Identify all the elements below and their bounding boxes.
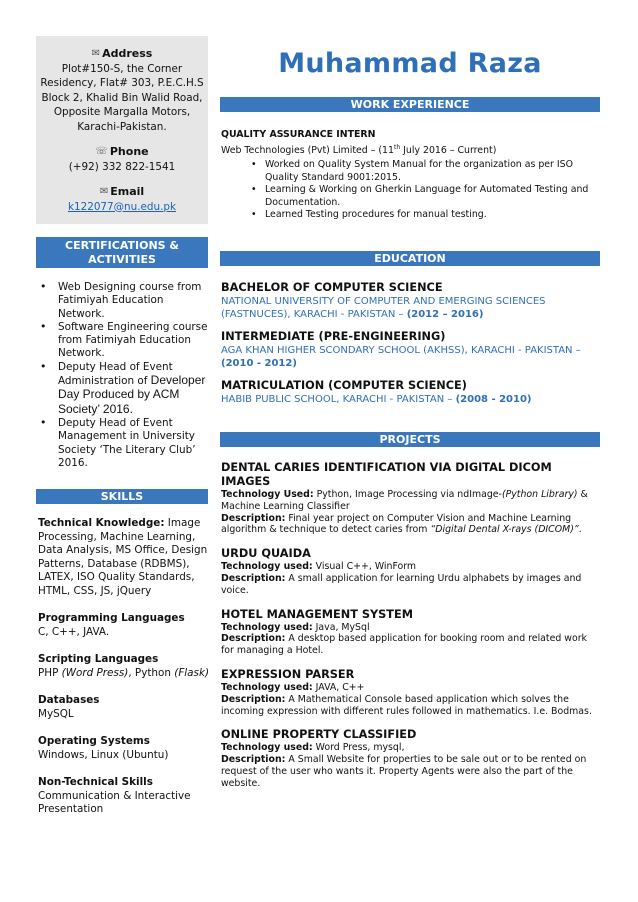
- project-technology: [221, 682, 601, 694]
- project-description-text: A small application for learning Urdu alphabets by images and voice.: [221, 572, 582, 596]
- education-section: [221, 281, 601, 415]
- list-item-text: Developer Day Produced: [58, 373, 206, 402]
- project-technology-text: Word Press, mysql,: [312, 742, 405, 754]
- skill-text: Communication & Interactive Presentation: [38, 789, 191, 815]
- education-item: [221, 379, 601, 406]
- candidate-name: Muhammad Raza: [278, 48, 542, 79]
- skill-text-part: PHP: [38, 666, 62, 679]
- work-experience-section: [221, 129, 601, 222]
- certifications-heading-line2: ACTIVITIES: [88, 253, 156, 266]
- address-line: Karachi-Pakistan.: [77, 120, 167, 133]
- project-item: [221, 668, 601, 717]
- skills-section: [38, 517, 210, 831]
- education-heading: EDUCATION: [220, 251, 600, 266]
- list-item: • Learning & Working on Gherkin Language for Automated Testing and Documentation.: [221, 184, 601, 209]
- skill-title: Operating Systems: [38, 735, 150, 747]
- skill-text: [38, 667, 210, 681]
- skill-os: [38, 735, 210, 762]
- phone-label: Phone: [109, 145, 149, 158]
- education-institution-text: HABIB PUBLIC SCHOOL, KARACHI - PAKISTAN –: [221, 394, 456, 405]
- project-item: [221, 608, 601, 657]
- project-description-label: Description:: [221, 633, 286, 645]
- job-bullets: [221, 159, 601, 222]
- project-description-text: A Small Website for properties to be sale out or to be rented on request of the user who wants it. Property Agents were also the part of the website.: [221, 754, 587, 789]
- skill-text-part: (Flask): [174, 666, 210, 679]
- phone-block: [36, 144, 208, 174]
- project-title: ONLINE PROPERTY CLASSIFIED: [221, 728, 417, 742]
- list-item: • Software Engineering course from Fatimiyah Education Network.: [40, 321, 210, 361]
- skill-title: Technical Knowledge:: [38, 517, 165, 529]
- education-institution: [221, 295, 601, 321]
- skill-nontech: [38, 776, 210, 817]
- skill-title: Databases: [38, 694, 100, 706]
- education-item: [221, 330, 601, 370]
- project-description-text: A Mathematical Console based application which solves the incoming expression with different rules followed in mathematics. I.e. Bodmas.: [221, 693, 592, 717]
- project-technology-label: Technology used:: [221, 561, 313, 573]
- project-technology-text: JAVA, C++: [312, 681, 365, 693]
- project-technology-label: Technology used:: [221, 681, 313, 693]
- email-heading: [100, 185, 144, 200]
- project-technology-label: Technology Used:: [221, 489, 314, 500]
- project-item: [221, 728, 601, 789]
- work-experience-heading: WORK EXPERIENCE: [220, 97, 600, 112]
- job-company: [221, 142, 601, 158]
- project-description-label: Description:: [221, 754, 286, 766]
- education-title: MATRICULATION (COMPUTER SCIENCE): [221, 379, 467, 392]
- education-title: INTERMEDIATE (PRE-ENGINEERING): [221, 330, 446, 343]
- project-item: [221, 461, 601, 536]
- project-technology: [221, 742, 601, 754]
- project-description-label: Description:: [221, 572, 286, 584]
- list-item-text: by ACM Society’ 2016.: [58, 387, 180, 416]
- list-item: • Web Designing course from Fatimiyah Education Network.: [40, 281, 210, 321]
- skill-text: C, C++, JAVA.: [38, 625, 110, 638]
- address-line: Opposite Margalla Motors,: [53, 106, 191, 118]
- email-link[interactable]: k122077@nu.edu.pk: [67, 200, 177, 213]
- project-description-text: .: [578, 524, 582, 536]
- project-title: URDU QUAIDA: [221, 547, 311, 561]
- address-line: Block 2, Khalid Bin Walid Road,: [41, 91, 203, 104]
- email-label: Email: [110, 185, 145, 198]
- project-technology-text: & Machine Learning Classifier: [221, 489, 588, 512]
- project-technology: [221, 622, 601, 634]
- email-block: [36, 184, 208, 214]
- phone-icon: ☏: [95, 146, 108, 157]
- skill-text-part: (Word Press): [61, 666, 129, 679]
- job-company-text: July 2016 – Current): [400, 144, 497, 156]
- education-years: (2012 – 2016): [406, 309, 484, 320]
- list-item: • Learned Testing procedures for manual testing.: [221, 209, 601, 222]
- project-description: [221, 633, 601, 657]
- project-technology-text: Java, MySql: [312, 621, 370, 633]
- skill-title: Programming Languages: [38, 612, 185, 624]
- projects-section: [221, 461, 601, 801]
- project-technology-label: Technology used:: [221, 742, 313, 754]
- address-label: Address: [102, 47, 153, 60]
- certifications-list: [40, 281, 210, 470]
- skill-title: Non-Technical Skills: [38, 776, 153, 788]
- address-line: Residency, Flat# 303, P.E.C.H.S: [40, 77, 204, 89]
- project-description: [221, 694, 601, 718]
- project-title: EXPRESSION PARSER: [221, 667, 355, 681]
- project-description-label: Description:: [221, 693, 286, 705]
- list-item: • Worked on Quality System Manual for the organization as per ISO Quality Standard 9001:2015.: [221, 159, 601, 184]
- project-technology: [221, 489, 601, 513]
- phone-number: (+92) 332 822-1541: [68, 160, 176, 173]
- project-description-text: “Digital Dental X-rays (DICOM)”: [430, 524, 579, 536]
- education-item: [221, 281, 601, 321]
- skill-text: MySQL: [38, 707, 74, 720]
- list-item-text: Deputy Head of Event Administration of: [58, 360, 173, 388]
- job-role: QUALITY ASSURANCE INTERN: [221, 129, 376, 140]
- education-institution: [221, 393, 601, 406]
- project-description-label: Description:: [221, 512, 286, 524]
- project-description: [221, 573, 601, 597]
- project-description-text: Final year project on Computer Vision and Machine Learning algorithm & technique to detect caries from: [221, 512, 572, 536]
- project-description: [221, 513, 601, 537]
- education-institution-text: AGA KHAN HIGHER SCONDARY SCHOOL (AKHSS), KARACHI - PAKISTAN –: [221, 345, 581, 356]
- project-technology-text: (Python Library): [501, 489, 578, 500]
- job-company-text: Web Technologies (Pvt) Limited – (11: [221, 144, 394, 156]
- envelope-icon: ✉: [91, 48, 101, 59]
- project-technology-text: Python, Image Processing via ndImage-: [313, 489, 502, 500]
- project-description-text: A desktop based application for booking room and related work for managing a Hotel.: [221, 633, 587, 657]
- project-item: [221, 547, 601, 596]
- phone-heading: [95, 145, 148, 160]
- project-technology: [221, 561, 601, 573]
- skill-scripting: [38, 653, 210, 680]
- skill-title: Scripting Languages: [38, 653, 159, 665]
- education-years: (2008 - 2010): [455, 394, 532, 405]
- skill-databases: [38, 694, 210, 721]
- project-description: [221, 754, 601, 789]
- contact-box: [36, 36, 208, 224]
- address-heading: [92, 47, 153, 62]
- education-institution-text: NATIONAL UNIVERSITY OF COMPUTER AND EMERGING SCIENCES (FASTNUCES), KARACHI - PAKISTAN –: [221, 296, 546, 320]
- education-title: BACHELOR OF COMPUTER SCIENCE: [221, 281, 443, 294]
- skill-text: Image Processing, Machine Learning, Data Analysis, MS Office, Design Patterns, Database (RDBMS), LATEX, ISO Quality Standards, HTML, CSS, JS, jQuery: [38, 517, 208, 597]
- address-line: Plot#150-S, the Corner: [61, 62, 183, 75]
- email-icon: ✉: [99, 186, 109, 197]
- skill-text: Windows, Linux (Ubuntu): [38, 748, 169, 761]
- skill-text-part: , Python: [128, 666, 175, 679]
- projects-heading: PROJECTS: [220, 432, 600, 447]
- certifications-heading-line1: CERTIFICATIONS &: [65, 239, 179, 252]
- skill-technical: [38, 517, 210, 598]
- project-title: DENTAL CARIES IDENTIFICATION VIA DIGITAL DICOM IMAGES: [221, 461, 552, 488]
- project-technology-text: Visual C++, WinForm: [312, 561, 417, 573]
- skill-programming: [38, 612, 210, 639]
- address-block: [36, 46, 208, 134]
- list-item: • Deputy Head of Event Management in University Society ‘The Literary Club’ 2016.: [40, 417, 210, 470]
- skills-heading: SKILLS: [36, 489, 208, 504]
- project-technology-label: Technology used:: [221, 621, 313, 633]
- project-title: HOTEL MANAGEMENT SYSTEM: [221, 607, 413, 621]
- education-years: (2010 - 2012): [221, 358, 297, 369]
- certifications-heading: [36, 237, 208, 268]
- job-company-sup: th: [394, 143, 401, 151]
- education-institution: [221, 344, 601, 370]
- list-item: [40, 361, 210, 417]
